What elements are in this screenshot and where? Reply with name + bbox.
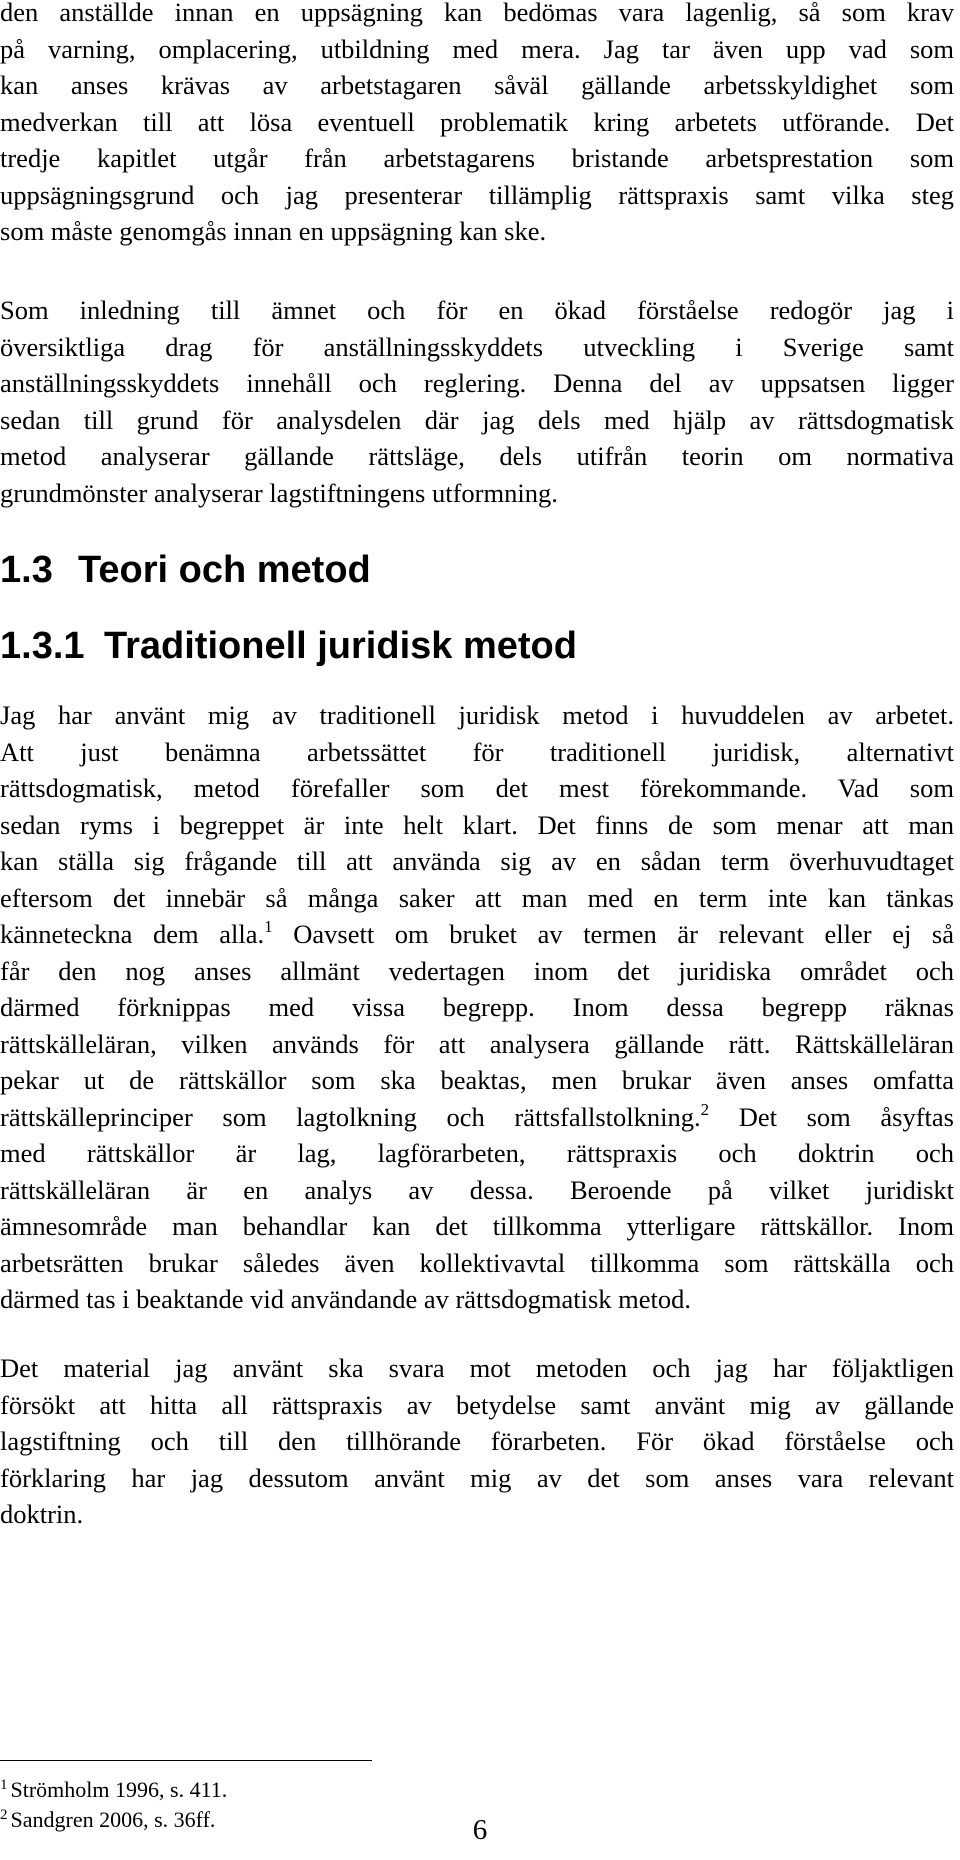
text-line: Som inledning till ämnet och för en ökad förståelse redogör jag i	[0, 295, 954, 325]
paragraph-method	[0, 697, 954, 1318]
text-line: rättskälleläran, vilken används för att analysera gällande rätt. Rättskälleläran	[0, 1028, 954, 1059]
text-line: därmed tas i beaktande vid användande av rättsdogmatisk metod.	[0, 1284, 691, 1314]
text-line: kan ställa sig frågande till att använda sig av en sådan term överhuvudtaget	[0, 846, 954, 876]
subsection-heading	[0, 624, 577, 668]
text-line: grundmönster analyserar lagstiftningens utformning.	[0, 477, 558, 508]
paragraph-intro-continued	[0, 0, 954, 250]
section-number: 1.3	[0, 549, 53, 591]
footnote-text: Sandgren 2006, s. 36ff.	[10, 1807, 216, 1832]
text-line: rättskälleläran är en analys av dessa. Beroende på vilket juridiskt	[0, 1174, 954, 1205]
text-line: Jag har använt mig av traditionell juridisk metod i huvuddelen av arbetet.	[0, 700, 954, 730]
text-line: medverkan till att lösa eventuell problematik kring arbetets utförande. Det	[0, 106, 954, 137]
text-line: arbetsrätten brukar således även kollektivavtal tillkomma som rättskälla och	[0, 1247, 954, 1278]
text-fragment: Det som åsyftas	[709, 1101, 954, 1132]
text-fragment: Oavsett om bruket av termen är relevant eller ej så	[272, 919, 955, 949]
text-line: tredje kapitlet utgår från arbetstagarens bristande arbetsprestation som	[0, 143, 954, 173]
text-line: sedan ryms i begreppet är inte helt klart. Det finns de som menar att man	[0, 809, 954, 840]
paragraph-material	[0, 1350, 954, 1533]
text-line: Att just benämna arbetssättet för traditionell juridisk, alternativt	[0, 736, 954, 767]
footnote-text: Strömholm 1996, s. 411.	[10, 1777, 228, 1802]
text-fragment: känneteckna dem alla.	[0, 919, 265, 949]
text-line: därmed förknippas med vissa begrepp. Inom dessa begrepp räknas	[0, 992, 954, 1022]
subsection-number: 1.3.1	[0, 625, 85, 667]
subsection-title: Traditionell juridisk metod	[104, 625, 577, 667]
section-title: Teori och metod	[78, 549, 371, 591]
text-line: på varning, omplacering, utbildning med mera. Jag tar även upp vad som	[0, 33, 954, 64]
footnote-divider	[0, 1760, 372, 1761]
text-line	[0, 1099, 954, 1136]
text-line: sedan till grund för analysdelen där jag dels med hjälp av rättsdogmatisk	[0, 404, 954, 435]
text-line: ämnesområde man behandlar kan det tillkomma ytterligare rättskällor. Inom	[0, 1211, 954, 1241]
text-line	[0, 916, 954, 953]
text-line: översiktliga drag för anställningsskyddets utveckling i Sverige samt	[0, 331, 954, 362]
text-line: eftersom det innebär så många saker att man med en term inte kan tänkas	[0, 882, 954, 913]
text-line: kan anses krävas av arbetstagaren såväl gällande arbetsskyldighet som	[0, 70, 954, 100]
text-line: metod analyserar gällande rättsläge, dels utifrån teorin om normativa	[0, 441, 954, 471]
text-line: rättsdogmatisk, metod förefaller som det mest förekommande. Vad som	[0, 773, 954, 803]
text-fragment: rättskälleprinciper som lagtolkning och rättsfallstolkning.	[0, 1101, 701, 1132]
footnote-mark: 1	[0, 1777, 8, 1793]
text-line: doktrin.	[0, 1499, 84, 1529]
footnote-reference[interactable]: 1	[264, 917, 273, 936]
text-line: uppsägningsgrund och jag presenterar tillämplig rättspraxis samt vilka steg	[0, 179, 954, 210]
footnote-reference[interactable]: 2	[700, 1099, 710, 1119]
text-line: med rättskällor är lag, lagförarbeten, rättspraxis och doktrin och	[0, 1138, 954, 1168]
footnote	[0, 1775, 227, 1805]
page-number: 6	[472, 1814, 488, 1846]
text-line: får den nog anses allmänt vedertagen inom det juridiska området och	[0, 955, 954, 986]
footnote-mark: 2	[0, 1807, 8, 1823]
section-heading	[0, 548, 371, 592]
text-line: försökt att hitta all rättspraxis av betydelse samt använt mig av gällande	[0, 1389, 954, 1420]
text-line: Det material jag använt ska svara mot metoden och jag har följaktligen	[0, 1353, 954, 1383]
paragraph-introduction	[0, 292, 954, 511]
text-line: lagstiftning och till den tillhörande förarbeten. För ökad förståelse och	[0, 1426, 954, 1456]
text-line: pekar ut de rättskällor som ska beaktas, men brukar även anses omfatta	[0, 1065, 954, 1095]
text-line: anställningsskyddets innehåll och reglering. Denna del av uppsatsen ligger	[0, 368, 954, 398]
text-line: som måste genomgås innan en uppsägning kan ske.	[0, 216, 547, 246]
text-line: den anställde innan en uppsägning kan bedömas vara lagenlig, så som krav	[0, 0, 954, 27]
text-line: förklaring har jag dessutom använt mig av det som anses vara relevant	[0, 1462, 954, 1493]
